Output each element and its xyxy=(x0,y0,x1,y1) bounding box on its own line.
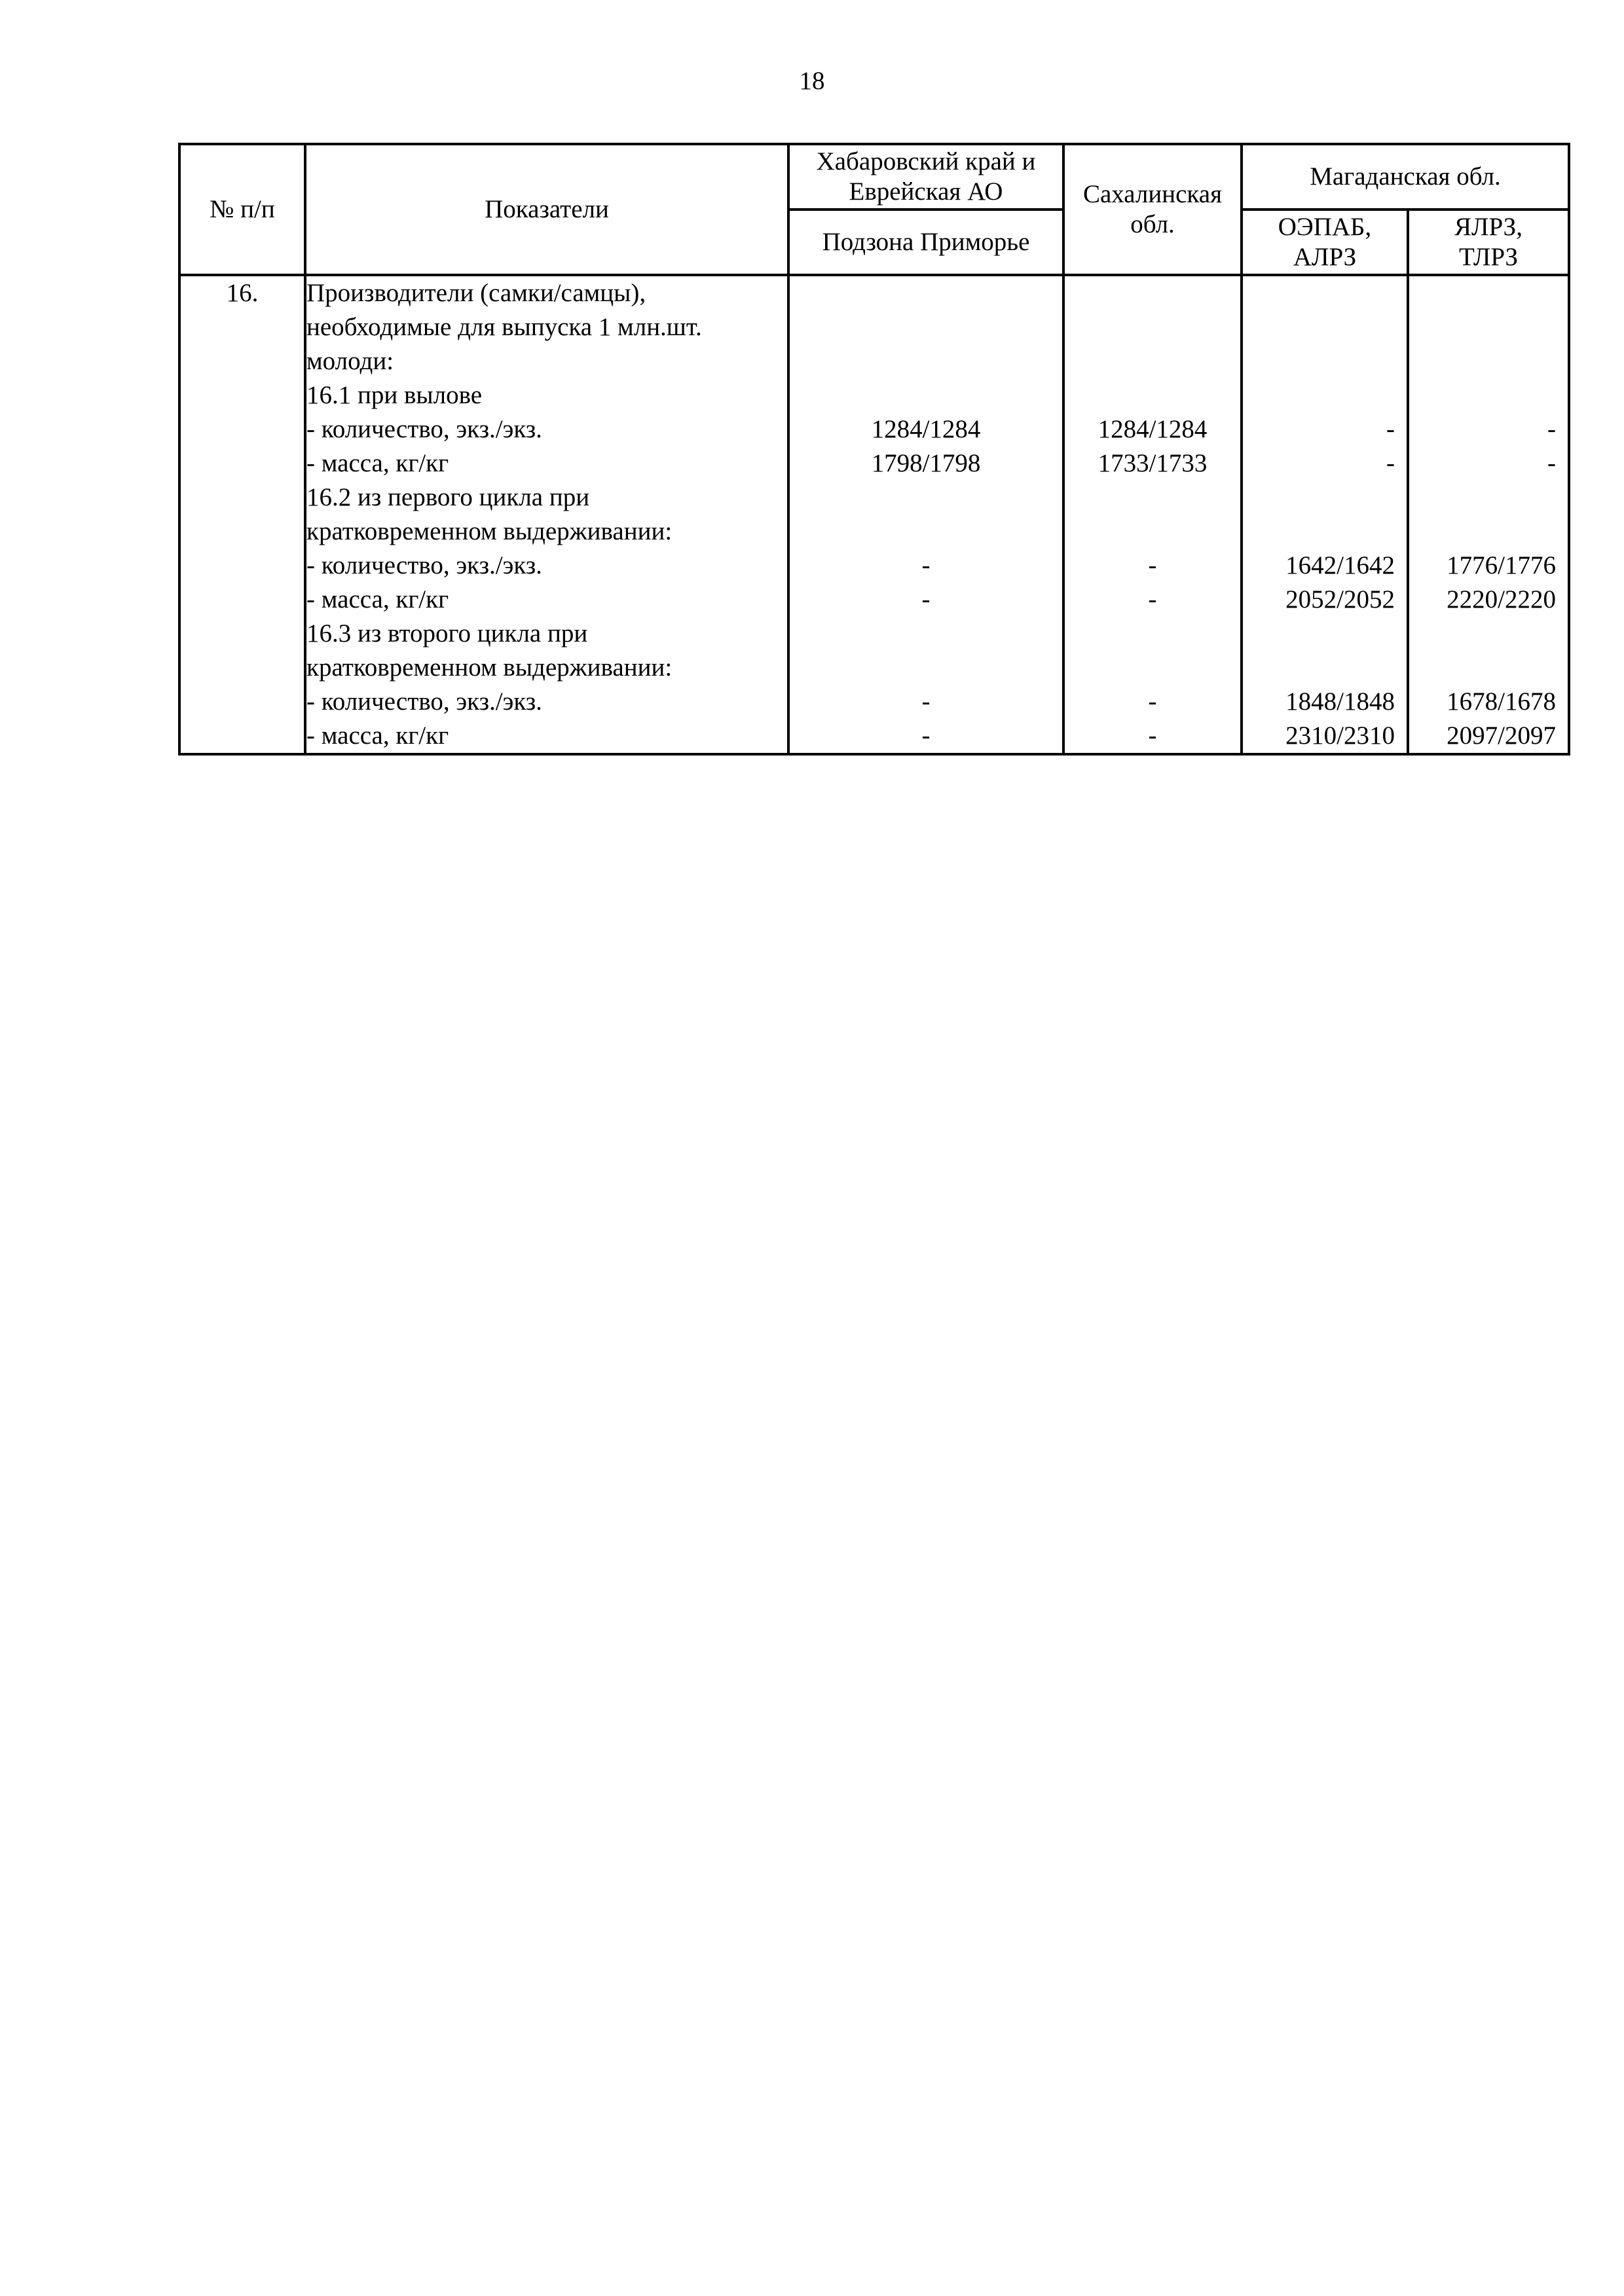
indicator-line: - количество, экз./экз. xyxy=(306,551,542,579)
value-line xyxy=(1065,617,1240,651)
header-khabarovsk-line1: Хабаровский край и xyxy=(816,147,1036,175)
value-line xyxy=(1243,344,1395,378)
value-line: 2310/2310 xyxy=(1285,721,1395,750)
indicator-line: кратковременном выдерживании: xyxy=(306,517,673,545)
data-table xyxy=(178,143,1570,756)
value-line xyxy=(1409,276,1556,310)
header-indicator: Показатели xyxy=(305,144,788,275)
value-line xyxy=(1409,515,1556,549)
value-line xyxy=(790,276,1062,310)
value-line: - xyxy=(921,585,931,613)
value-line: - xyxy=(1148,551,1157,579)
row-number: 16. xyxy=(179,275,305,754)
value-line: 1848/1848 xyxy=(1285,687,1395,716)
value-line xyxy=(790,515,1062,549)
value-line xyxy=(1065,344,1240,378)
header-sakhalin xyxy=(1063,144,1242,275)
table-row xyxy=(179,275,1569,754)
header-oepab-line1: ОЭПАБ, xyxy=(1278,213,1372,241)
value-line xyxy=(790,378,1062,412)
value-line xyxy=(1243,276,1395,310)
value-line xyxy=(1243,617,1395,651)
header-khabarovsk-line2: Еврейская АО xyxy=(849,177,1003,206)
header-khabarovsk-subzone: Подзона Приморье xyxy=(788,210,1063,275)
value-line: - xyxy=(921,687,931,716)
value-line: 1642/1642 xyxy=(1285,551,1395,579)
value-line xyxy=(1409,617,1556,651)
indicator-line: необходимые для выпуска 1 млн.шт. xyxy=(306,313,702,341)
value-line: 2097/2097 xyxy=(1447,721,1557,750)
value-line xyxy=(1065,481,1240,515)
value-line xyxy=(1065,378,1240,412)
value-line xyxy=(1065,276,1240,310)
value-line xyxy=(1409,651,1556,685)
value-line xyxy=(790,481,1062,515)
indicator-line: 16.3 из второго цикла при xyxy=(306,619,588,647)
value-line: 1678/1678 xyxy=(1447,687,1557,716)
header-oepab-line2: АЛРЗ xyxy=(1293,243,1357,271)
magadan-yalrz-values xyxy=(1408,275,1569,754)
value-line: 2220/2220 xyxy=(1447,585,1557,613)
value-line xyxy=(1065,310,1240,344)
value-line xyxy=(1243,651,1395,685)
indicator-cell xyxy=(305,275,788,754)
value-line xyxy=(1243,310,1395,344)
indicator-line: 16.2 из первого цикла при xyxy=(306,483,590,511)
value-line: - xyxy=(1386,415,1395,443)
value-line xyxy=(1065,651,1240,685)
value-line: - xyxy=(1148,721,1157,750)
value-line: 2052/2052 xyxy=(1285,585,1395,613)
header-yalrz-line1: ЯЛРЗ, xyxy=(1454,213,1522,241)
value-line xyxy=(1409,310,1556,344)
value-line xyxy=(1243,515,1395,549)
value-line xyxy=(1409,344,1556,378)
value-line: - xyxy=(1547,449,1557,477)
indicator-line: - количество, экз./экз. xyxy=(306,687,542,716)
indicator-line: - масса, кг/кг xyxy=(306,585,449,613)
value-line: - xyxy=(921,551,931,579)
header-khabarovsk xyxy=(788,144,1063,210)
indicator-line: кратковременном выдерживании: xyxy=(306,653,673,682)
header-yalrz-line2: ТЛРЗ xyxy=(1458,243,1519,271)
value-line: - xyxy=(1148,585,1157,613)
value-line: 1776/1776 xyxy=(1447,551,1557,579)
value-line: - xyxy=(1148,687,1157,716)
indicator-line: Производители (самки/самцы), xyxy=(306,279,646,307)
value-line xyxy=(1409,481,1556,515)
indicator-line: молоди: xyxy=(306,347,394,375)
value-line xyxy=(1065,515,1240,549)
khabarovsk-values xyxy=(788,275,1063,754)
value-line xyxy=(790,651,1062,685)
value-line xyxy=(790,617,1062,651)
page-number: 18 xyxy=(799,67,825,95)
value-line: - xyxy=(1547,415,1557,443)
indicator-line: 16.1 при вылове xyxy=(306,381,483,409)
value-line: - xyxy=(921,721,931,750)
indicator-line: - масса, кг/кг xyxy=(306,721,449,750)
value-line: 1798/1798 xyxy=(871,449,981,477)
value-line: 1284/1284 xyxy=(1098,415,1208,443)
value-line xyxy=(1409,378,1556,412)
value-line: 1284/1284 xyxy=(871,415,981,443)
value-line: - xyxy=(1386,449,1395,477)
header-magadan-yalrz xyxy=(1408,210,1569,275)
header-magadan-oepab xyxy=(1242,210,1408,275)
value-line xyxy=(1243,378,1395,412)
indicator-line: - масса, кг/кг xyxy=(306,449,449,477)
header-num: № п/п xyxy=(179,144,305,275)
header-sakhalin-line1: Сахалинская xyxy=(1082,180,1223,208)
sakhalin-values xyxy=(1063,275,1242,754)
header-sakhalin-line2: обл. xyxy=(1130,210,1175,238)
header-magadan: Магаданская обл. xyxy=(1242,144,1569,210)
value-line xyxy=(790,310,1062,344)
indicator-line: - количество, экз./экз. xyxy=(306,415,542,443)
value-line xyxy=(790,344,1062,378)
value-line xyxy=(1243,481,1395,515)
value-line: 1733/1733 xyxy=(1098,449,1208,477)
magadan-oepab-values xyxy=(1242,275,1408,754)
